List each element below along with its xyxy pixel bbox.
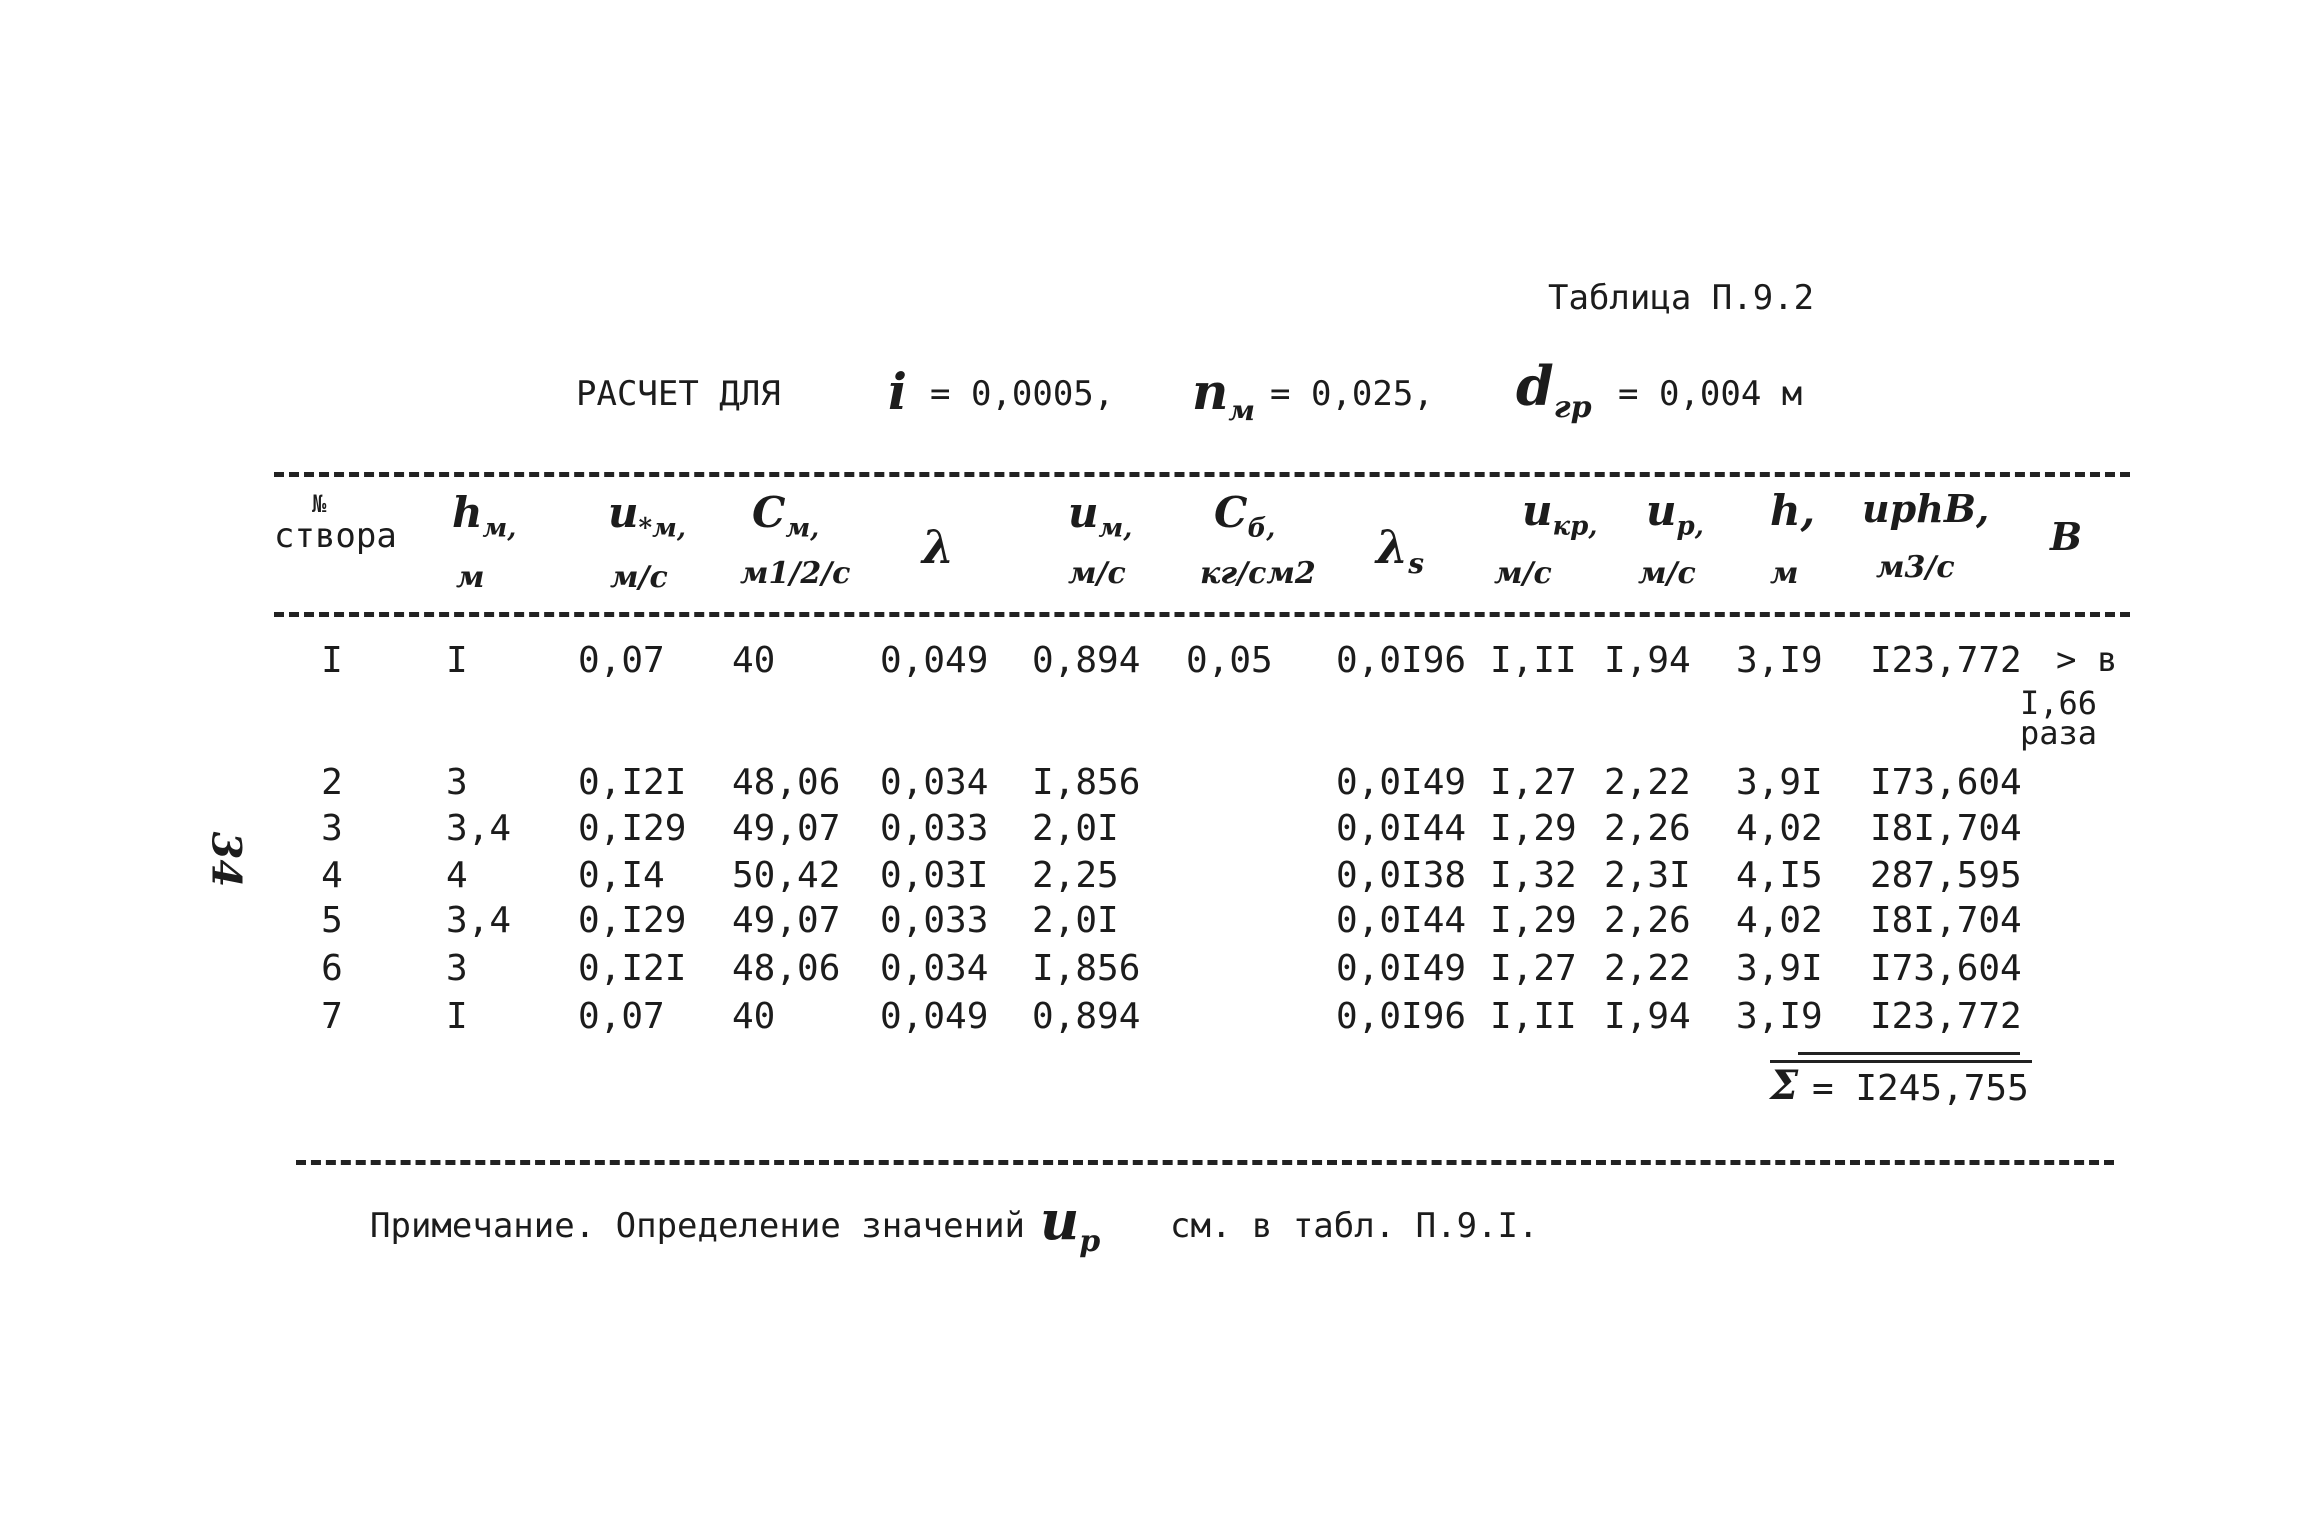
header-col10-sub: р, [1676,511,1704,542]
cell-u-kr: I,II [1490,640,1577,681]
header-col7-sub: б, [1247,513,1276,544]
cell-lambda-s: 0,0I96 [1336,640,1467,681]
cell-lambda: 0,049 [880,640,989,681]
cell-u-p: 2,3I [1604,855,1691,896]
cell-lambda-s: 0,0I49 [1336,948,1467,989]
param-i-value: = 0,0005, [930,374,1115,414]
param-i-symbol: i [888,362,907,421]
cell-h: I [446,996,468,1037]
cell-b-b-line2: I,66 [2020,684,2098,722]
cell-u: 2,0I [1032,808,1119,849]
sum-symbol: Σ [1770,1062,1799,1109]
header-col6-sym: u [1068,488,1099,537]
sum-underline-2 [1770,1060,2032,1063]
header-col13-sym: B [2050,514,2083,559]
cell-h: I [446,640,468,681]
cell-b-b-line1: > в [2056,640,2118,680]
param-n-sub: м [1228,394,1255,427]
cell-lambda: 0,049 [880,996,989,1037]
header-col3-unit: м/с [610,560,668,595]
cell-q: I8I,704 [1870,900,2022,941]
cell-stvor: 4 [321,855,343,896]
header-col7-unit: кг/см2 [1200,556,1316,591]
cell-q: I23,772 [1870,996,2022,1037]
cell-c: 49,07 [732,900,841,941]
cell-c-b: 0,05 [1186,640,1273,681]
header-col6-sub: м, [1098,513,1133,544]
cell-lambda: 0,034 [880,762,989,803]
cell-u-p: I,94 [1604,996,1691,1037]
header-col7 [1214,488,1275,543]
cell-stvor: 6 [321,948,343,989]
cell-c: 50,42 [732,855,841,896]
cell-h-depth: 3,9I [1736,762,1823,803]
cell-u-p: 2,26 [1604,808,1691,849]
cell-h: 3 [446,762,468,803]
cell-stvor: 3 [321,808,343,849]
cell-h-depth: 4,02 [1736,808,1823,849]
cell-u: 2,25 [1032,855,1119,896]
cell-u-star: 0,I29 [578,808,687,849]
cell-u-p: I,94 [1604,640,1691,681]
cell-h: 4 [446,855,468,896]
param-d-symbol [1516,354,1592,425]
note-symbol-main: u [1040,1188,1080,1252]
header-col10-unit: м/с [1638,556,1696,591]
cell-u-kr: I,II [1490,996,1577,1037]
header-col9 [1522,486,1597,541]
cell-h-depth: 3,I9 [1736,996,1823,1037]
cell-c: 40 [732,640,776,681]
cell-lambda-s: 0,0I44 [1336,900,1467,941]
header-col4-sub: м, [785,513,820,544]
cell-u-star: 0,07 [578,640,665,681]
cell-lambda-s: 0,0I96 [1336,996,1467,1037]
cell-lambda: 0,033 [880,808,989,849]
cell-u-p: 2,22 [1604,948,1691,989]
table-caption: Таблица П.9.2 [1548,278,1815,318]
header-col12-sym: uphB, [1862,486,1990,531]
table-top-rule [274,472,2130,477]
cell-q: I73,604 [1870,762,2022,803]
header-col4-sym: C [752,488,786,537]
header-col9-unit: м/с [1494,556,1552,591]
param-n-symbol-main: n [1192,362,1229,421]
cell-lambda: 0,033 [880,900,989,941]
cell-h: 3,4 [446,900,512,941]
cell-u-p: 2,22 [1604,762,1691,803]
header-col9-sym: u [1522,486,1553,535]
cell-h: 3 [446,948,468,989]
header-col6 [1068,488,1132,543]
cell-lambda: 0,03I [880,855,989,896]
params-label: РАСЧЕТ ДЛЯ [576,374,781,414]
cell-u-kr: I,27 [1490,948,1577,989]
header-col3-sub: *м, [638,513,686,544]
cell-h-depth: 3,I9 [1736,640,1823,681]
param-n-value: = 0,025, [1270,374,1434,414]
header-col2-sym: h [452,488,483,537]
header-col10-sym: u [1646,486,1677,535]
header-col1-line2: створа [274,516,397,556]
cell-u-star: 0,I2I [578,948,687,989]
cell-h-depth: 4,02 [1736,900,1823,941]
cell-q: I23,772 [1870,640,2022,681]
header-col2-sub: м, [482,513,517,544]
header-col8-sym: λ [1376,520,1409,574]
cell-q: I73,604 [1870,948,2022,989]
header-col8 [1376,520,1424,580]
note-symbol [1040,1188,1100,1259]
cell-u-kr: I,32 [1490,855,1577,896]
page-number: 34 [202,831,250,888]
header-col5-sym: λ [922,520,955,574]
cell-lambda-s: 0,0I38 [1336,855,1467,896]
param-d-sub: гр [1553,389,1592,425]
cell-u-kr: I,29 [1490,808,1577,849]
table-bottom-rule [296,1160,2114,1165]
cell-stvor: 7 [321,996,343,1037]
param-d-symbol-main: d [1516,354,1554,418]
cell-u-kr: I,29 [1490,900,1577,941]
header-col4-unit: м1/2/с [740,556,851,591]
param-d-value: = 0,004 м [1618,374,1803,414]
cell-c: 48,06 [732,762,841,803]
param-n-symbol [1192,362,1255,427]
cell-u: 0,894 [1032,640,1141,681]
header-col11-unit: м [1770,556,1799,591]
note-text-before: Примечание. Определение значений [370,1206,1026,1246]
cell-b-b-line3: раза [2020,714,2098,752]
header-col2-unit: м [456,560,485,595]
cell-c: 40 [732,996,776,1037]
cell-u: 2,0I [1032,900,1119,941]
header-col2 [452,488,516,543]
cell-c: 49,07 [732,808,841,849]
cell-lambda-s: 0,0I49 [1336,762,1467,803]
cell-u: I,856 [1032,948,1141,989]
sum-underline-1 [1798,1052,2020,1055]
cell-u-star: 0,I2I [578,762,687,803]
note-text-after: см. в табл. П.9.I. [1170,1206,1539,1246]
cell-u-star: 0,07 [578,996,665,1037]
cell-c: 48,06 [732,948,841,989]
cell-u: I,856 [1032,762,1141,803]
cell-u-kr: I,27 [1490,762,1577,803]
cell-lambda: 0,034 [880,948,989,989]
cell-u-star: 0,I4 [578,855,665,896]
header-col8-sub: s [1408,547,1425,581]
cell-u-star: 0,I29 [578,900,687,941]
header-col4 [752,488,819,543]
cell-stvor: 5 [321,900,343,941]
header-col11-sym: h, [1770,486,1816,535]
cell-stvor: 2 [321,762,343,803]
cell-u: 0,894 [1032,996,1141,1037]
note-symbol-sub: р [1079,1223,1101,1259]
header-col6-unit: м/с [1068,556,1126,591]
header-col7-sym: C [1214,488,1248,537]
cell-h: 3,4 [446,808,512,849]
sum-value: = I245,755 [1812,1068,2029,1109]
header-col9-sub: кр, [1552,511,1598,542]
cell-lambda-s: 0,0I44 [1336,808,1467,849]
header-col1-line1: № [312,490,327,518]
cell-h-depth: 4,I5 [1736,855,1823,896]
header-bottom-rule [274,612,2130,617]
cell-stvor: I [321,640,343,681]
header-col12-unit: м3/с [1876,550,1955,585]
header-col3-sym: u [608,488,639,537]
cell-q: I8I,704 [1870,808,2022,849]
header-col3 [608,488,686,543]
header-col10 [1646,486,1704,541]
cell-u-p: 2,26 [1604,900,1691,941]
cell-q: 287,595 [1870,855,2022,896]
cell-h-depth: 3,9I [1736,948,1823,989]
